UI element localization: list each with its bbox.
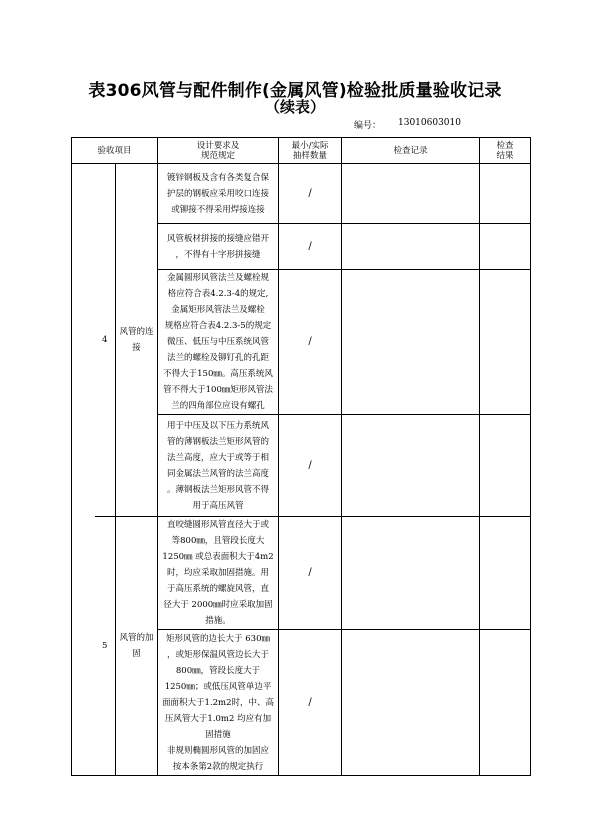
requirement-cell bbox=[158, 415, 279, 517]
sample-cell: / bbox=[279, 630, 342, 776]
page-subtitle: （续表） bbox=[264, 98, 325, 116]
req-line: 1250㎜ 或总表面积大于4m2 bbox=[162, 552, 274, 562]
req-line: 用于高压风管 bbox=[192, 500, 244, 511]
code-value: 13010603010 bbox=[398, 118, 461, 128]
record-cell[interactable] bbox=[342, 164, 480, 224]
header-requirement bbox=[158, 138, 279, 164]
result-cell[interactable] bbox=[480, 270, 531, 415]
req-line: 固措施 bbox=[205, 729, 231, 740]
header-item: 验收项目 bbox=[72, 138, 158, 164]
req-line: 800㎜，管段长度大于 bbox=[175, 665, 261, 676]
req-line: 按本条第2款的规定执行 bbox=[172, 761, 264, 772]
req-line: 护层的钢板应采用咬口连接 bbox=[167, 188, 270, 199]
req-line: 微压、低压与中压系统风管 bbox=[167, 337, 270, 347]
req-line: 用于中压及以下压力系统风 bbox=[167, 420, 270, 431]
item-name bbox=[116, 517, 158, 776]
header-sample-line: 最小/实际 bbox=[291, 140, 329, 151]
record-cell[interactable] bbox=[342, 415, 480, 517]
item-name bbox=[116, 164, 158, 517]
req-line: 面面积大于1.2m2时，中、高 bbox=[162, 697, 275, 708]
sample-cell: / bbox=[279, 224, 342, 270]
req-line: 兰的四角部位应设有螺孔 bbox=[171, 401, 265, 411]
requirement-cell bbox=[158, 224, 279, 270]
item-number: 5 bbox=[95, 517, 116, 776]
req-line: 同金属法兰风管的法兰高度 bbox=[167, 468, 270, 479]
header-requirement-line: 规范规定 bbox=[201, 150, 236, 161]
record-cell[interactable] bbox=[342, 224, 480, 270]
header-record: 检查记录 bbox=[342, 138, 480, 164]
header-sample bbox=[279, 138, 342, 164]
requirement-cell bbox=[158, 164, 279, 224]
sample-cell: / bbox=[279, 164, 342, 224]
inspection-table bbox=[71, 137, 531, 776]
req-line: 非规则椭圆形风管的加固应 bbox=[167, 745, 270, 756]
result-cell[interactable] bbox=[480, 630, 531, 776]
req-line: 矩形风管的边长大于 630㎜ bbox=[166, 633, 270, 644]
record-cell[interactable] bbox=[342, 630, 480, 776]
req-line: 措施。 bbox=[205, 616, 231, 626]
record-cell[interactable] bbox=[342, 517, 480, 630]
result-cell[interactable] bbox=[480, 415, 531, 517]
req-line: 法兰高度，应大于或等于相 bbox=[167, 452, 270, 463]
item-name-line: 风管的加 bbox=[119, 633, 154, 643]
left-margin-cell bbox=[72, 164, 95, 776]
req-line: 等800㎜，且管段长度大 bbox=[171, 536, 265, 546]
req-line: 镀锌钢板及含有各类复合保 bbox=[167, 172, 270, 183]
header-result bbox=[480, 138, 531, 164]
req-line: 规格应符合表4.2.3-5的规定 bbox=[164, 321, 272, 331]
req-line: 格应符合表4.2.3-4的规定, bbox=[167, 289, 269, 299]
item-number: 4 bbox=[95, 164, 116, 517]
req-line: 金属矩形风管法兰及螺栓 bbox=[171, 305, 265, 315]
result-cell[interactable] bbox=[480, 164, 531, 224]
req-line: 。薄钢板法兰矩形风管不得 bbox=[167, 484, 270, 495]
req-line: 法兰的螺栓及铆钉孔的孔距 bbox=[167, 353, 270, 363]
requirement-cell bbox=[158, 630, 279, 776]
record-cell[interactable] bbox=[342, 270, 480, 415]
req-line: 风管板材拼接的接缝应错开 bbox=[167, 233, 270, 244]
item-name-line: 接 bbox=[132, 343, 141, 353]
result-cell[interactable] bbox=[480, 224, 531, 270]
page-title: 表306风管与配件制作(金属风管)检验批质量验收记录 bbox=[88, 81, 502, 101]
table-row bbox=[72, 517, 531, 630]
requirement-cell bbox=[158, 270, 279, 415]
item-name-line: 风管的连 bbox=[119, 327, 154, 337]
sample-cell: / bbox=[279, 415, 342, 517]
req-line: 压风管大于1.0m2 均应有加 bbox=[164, 713, 272, 724]
table-row bbox=[72, 164, 531, 224]
header-requirement-line: 设计要求及 bbox=[196, 140, 240, 151]
req-line: 于高压系统的螺旋风管，直 bbox=[167, 584, 270, 594]
result-cell[interactable] bbox=[480, 517, 531, 630]
header-sample-line: 抽样数量 bbox=[293, 150, 328, 161]
req-line: 不得大于150㎜。高压系统风 bbox=[163, 369, 273, 379]
req-line: ，不得有十字形拼接缝 bbox=[175, 249, 261, 260]
item-name-line: 固 bbox=[132, 649, 141, 659]
code-label: 编号： bbox=[354, 121, 382, 131]
req-line: 直咬缝圆形风管直径大于或 bbox=[167, 520, 270, 530]
req-line: ，或矩形保温风管边长大于 bbox=[167, 649, 270, 660]
req-line: 1250㎜；或低压风管单边平 bbox=[164, 681, 272, 692]
req-line: 径大于 2000㎜时应采取加固 bbox=[163, 600, 273, 610]
req-line: 金属圆形风管法兰及螺栓规 bbox=[167, 273, 270, 283]
sample-cell: / bbox=[279, 517, 342, 630]
req-line: 管的薄钢板法兰矩形风管的 bbox=[167, 436, 270, 447]
req-line: 或铆接不得采用焊接连接 bbox=[171, 204, 265, 215]
header-result-line: 结果 bbox=[496, 150, 514, 161]
header-row bbox=[72, 138, 531, 164]
req-line: 时，均应采取加固措施。用 bbox=[167, 568, 270, 578]
header-result-line: 检查 bbox=[496, 140, 514, 151]
sample-cell: / bbox=[279, 270, 342, 415]
req-line: 管不得大于100㎜矩形风管法 bbox=[163, 385, 273, 395]
requirement-cell bbox=[158, 517, 279, 630]
